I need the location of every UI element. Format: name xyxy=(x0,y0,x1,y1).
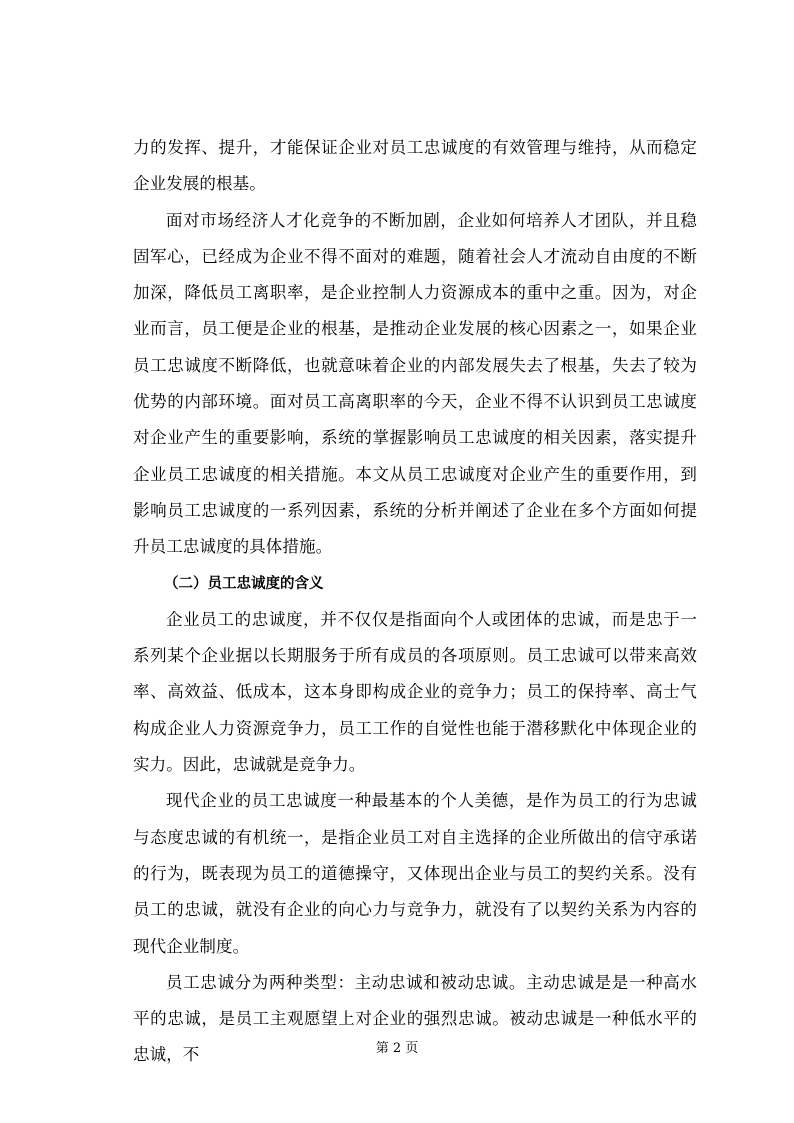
paragraph-4: 现代企业的员工忠诚度一种最基本的个人美德，是作为员工的行为忠诚与态度忠诚的有机统一，是指企业员工对自主选择的企业所做出的信守承诺的行为，既表现为员工的道德操守，又体现出企业与员工的契约关系。没有员工的忠诚，就没有企业的向心力与竞争力，就没有了以契约关系为内容的现代企业制度。 xyxy=(133,791,697,956)
paragraph-1: 力的发挥、提升，才能保证企业对员工忠诚度的有效管理与维持，从而稳定企业发展的根基。 xyxy=(133,138,697,194)
paragraph-5: 员工忠诚分为两种类型：主动忠诚和被动忠诚。主动忠诚是是一种高水平的忠诚，是员工主观愿望上对企业的强烈忠诚。被动忠诚是一种低水平的忠诚，不 xyxy=(133,972,697,1065)
page-number: 第 2 页 xyxy=(375,1041,419,1056)
body-text xyxy=(133,130,697,1074)
paragraph-3: 企业员工的忠诚度，并不仅仅是指面向个人或团体的忠诚，而是忠于一系列某个企业据以长期服务于所有成员的各项原则。员工忠诚可以带来高效率、高效益、低成本，这本身即构成企业的竞争力；员工的保持率、高士气构成企业人力资源竞争力，员工工作的自觉性也能于潜移默化中体现企业的实力。因此，忠诚就是竞争力。 xyxy=(133,609,697,775)
paragraph-2: 面对市场经济人才化竞争的不断加剧，企业如何培养人才团队，并且稳固军心，已经成为企业不得不面对的难题，随着社会人才流动自由度的不断加深，降低员工离职率，是企业控制人力资源成本的重中之重。因为，对企业而言，员工便是企业的根基，是推动企业发展的核心因素之一，如果企业员工忠诚度不断降低，也就意味着企业的内部发展失去了根基，失去了较为优势的内部环境。面对员工高离职率的今天，企业不得不认识到员工忠诚度对企业产生的重要影响，系统的掌握影响员工忠诚度的相关因素，落实提升企业员工忠诚度的相关措施。本文从员工忠诚度对企业产生的重要作用，到影响员工忠诚度的一系列因素，系统的分析并阐述了企业在多个方面如何提升员工忠诚度的具体措施。 xyxy=(133,210,697,557)
section-heading: （二）员工忠诚度的含义 xyxy=(164,574,324,592)
